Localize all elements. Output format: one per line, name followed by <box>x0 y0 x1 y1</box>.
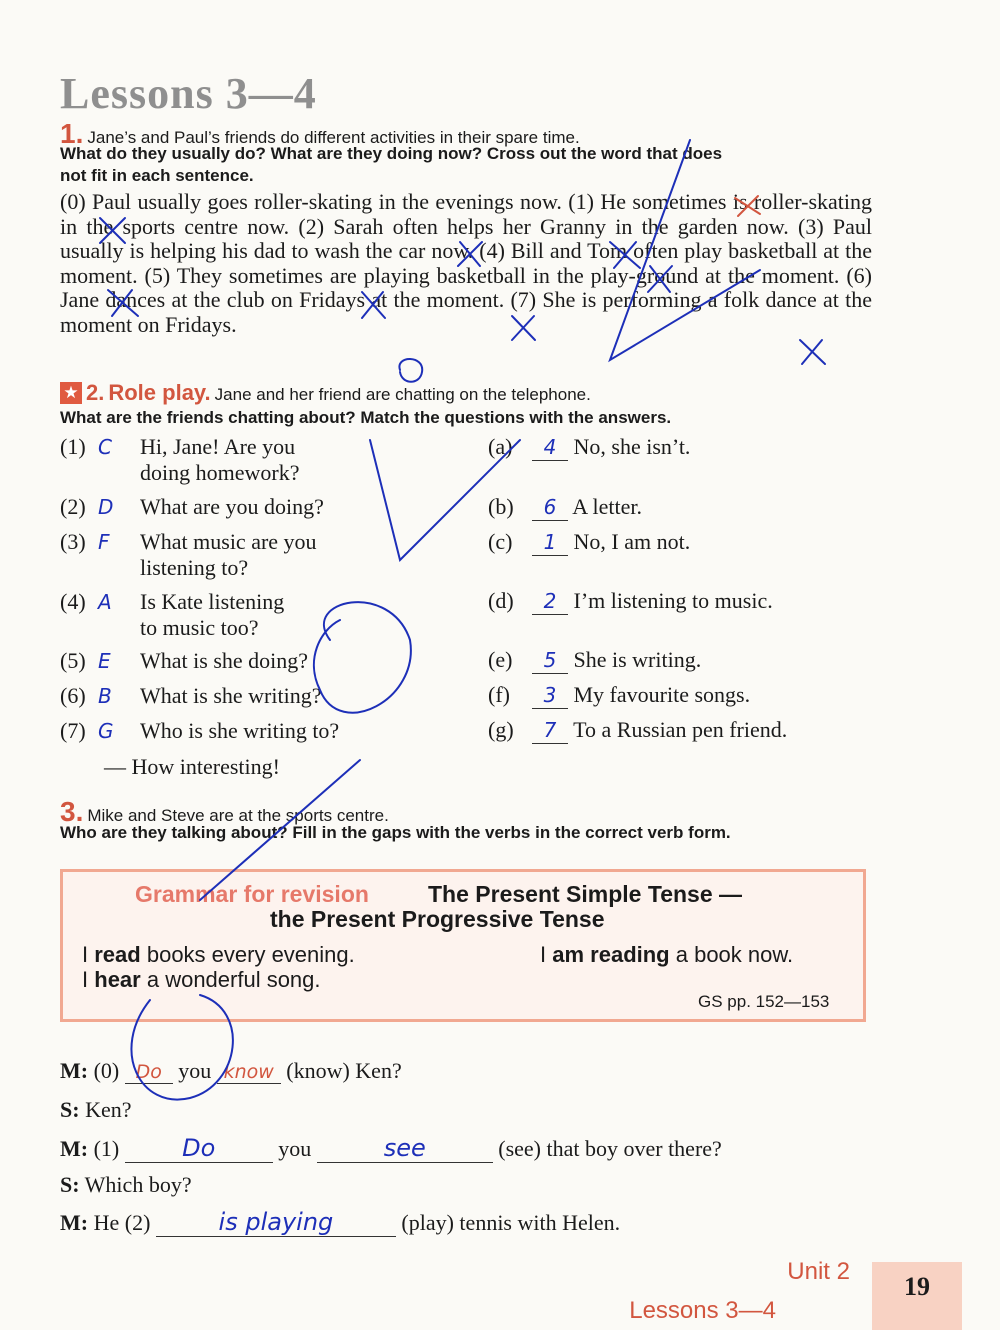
circle-stroke <box>314 602 411 713</box>
exercise-2-instruction: What are the friends chatting about? Match the questions with the answers. <box>60 408 672 427</box>
footer-lessons: Lessons 3—4 <box>629 1297 776 1324</box>
question-item: (5) E What is she doing? <box>60 648 309 673</box>
gap-filled: is playing <box>156 1208 396 1237</box>
exercise-1-paragraph: (0) Paul usually goes roller-skating in the evenings now. (1) He sometimes is roller-skating in the sports centre now. (2) Sarah often helps her Granny in the garden now. (3) Paul usually is helping his dad to wash the car now. (4) Bill and Tom often play basketball at the moment. (5) They sometimes are playing basketball in the play-ground at the moment. (6) Jane dances at the club on Fridays at the moment. (7) She is performing a folk dance at the moment on Fridays. <box>60 189 872 337</box>
answer-item: (f) 3 My favourite songs. <box>488 682 751 707</box>
gap-filled: Do <box>125 1061 173 1084</box>
grammar-title-2: the Present Progressive Tense <box>270 906 605 932</box>
handwritten-answer: E <box>98 649 111 673</box>
handwritten-answer: D <box>98 495 114 519</box>
gap-filled: Do <box>125 1134 273 1163</box>
answer-item: (g) 7 To a Russian pen friend. <box>488 717 788 742</box>
dialogue-line-2: M: (1) Do you see (see) that boy over there? <box>60 1134 722 1162</box>
handwritten-answer: A <box>98 590 112 614</box>
grammar-example-2: I hear a wonderful song. <box>82 967 321 992</box>
exercise-2-title: Role play. <box>108 380 211 405</box>
closing-line: — How interesting! <box>104 754 280 779</box>
question-item: (3) F What music are you listening to? <box>60 529 317 580</box>
answer-item: (b) 6 A letter. <box>488 494 642 519</box>
handwritten-answer: G <box>98 719 114 743</box>
question-item: (6) B What is she writing? <box>60 683 322 708</box>
grammar-title-1: The Present Simple Tense — <box>428 881 743 907</box>
question-item: (7) G Who is she writing to? <box>60 718 340 743</box>
grammar-example-3: I am reading a book now. <box>540 942 794 967</box>
exercise-2-intro: Jane and her friend are chatting on the telephone. <box>214 385 591 404</box>
page-title: Lessons 3—4 <box>60 69 317 118</box>
cross-mark <box>800 340 825 364</box>
page-number: 19 <box>904 1272 930 1301</box>
handwritten-answer: C <box>98 435 112 459</box>
gap-filled: know <box>217 1061 281 1084</box>
answer-item: (a) 4 No, she isn’t. <box>488 434 691 459</box>
exercise-1-instruction-1: What do they usually do? What are they doing now? Cross out the word that does <box>60 144 723 163</box>
answer-item: (d) 2 I’m listening to music. <box>488 588 773 613</box>
dialogue-line-0: M: (0) Do you know (know) Ken? <box>60 1058 402 1083</box>
question-item: (2) D What are you doing? <box>60 494 324 519</box>
exercise-1-number: 1. <box>60 118 84 149</box>
grammar-label: Grammar for revision <box>135 881 369 907</box>
exercise-1-instruction-2: not fit in each sentence. <box>60 166 254 185</box>
grammar-reference: GS pp. 152—153 <box>698 992 830 1011</box>
question-item: (4) A Is Kate listening to music too? <box>60 589 285 640</box>
exercise-3-intro-text: Mike and Steve are at the sports centre. <box>87 806 389 825</box>
exercise-1-intro-text: Jane’s and Paul’s friends do different activities in their spare time. <box>87 128 580 147</box>
dialogue-line-3: S: Which boy? <box>60 1172 192 1197</box>
handwritten-answer: F <box>98 530 110 554</box>
exercise-2-number: 2. <box>86 380 105 405</box>
star-icon: ★ <box>60 382 82 404</box>
question-item: (1) C Hi, Jane! Are you doing homework? <box>60 434 300 485</box>
answer-item: (c) 1 No, I am not. <box>488 529 691 554</box>
grammar-example-1: I read books every evening. <box>82 942 355 967</box>
exercise-3-number: 3. <box>60 796 84 827</box>
exercise-3-instruction: Who are they talking about? Fill in the gaps with the verbs in the correct verb form. <box>60 823 731 842</box>
answer-item: (e) 5 She is writing. <box>488 647 702 672</box>
footer-unit: Unit 2 <box>787 1258 850 1285</box>
dialogue-line-1: S: Ken? <box>60 1097 132 1122</box>
dialogue-line-4: M: He (2) is playing (play) tennis with Helen. <box>60 1208 621 1236</box>
exercise-2-header <box>60 380 880 406</box>
handwritten-answer: B <box>98 684 112 708</box>
circle-stroke <box>399 359 422 382</box>
gap-filled: see <box>317 1134 493 1163</box>
